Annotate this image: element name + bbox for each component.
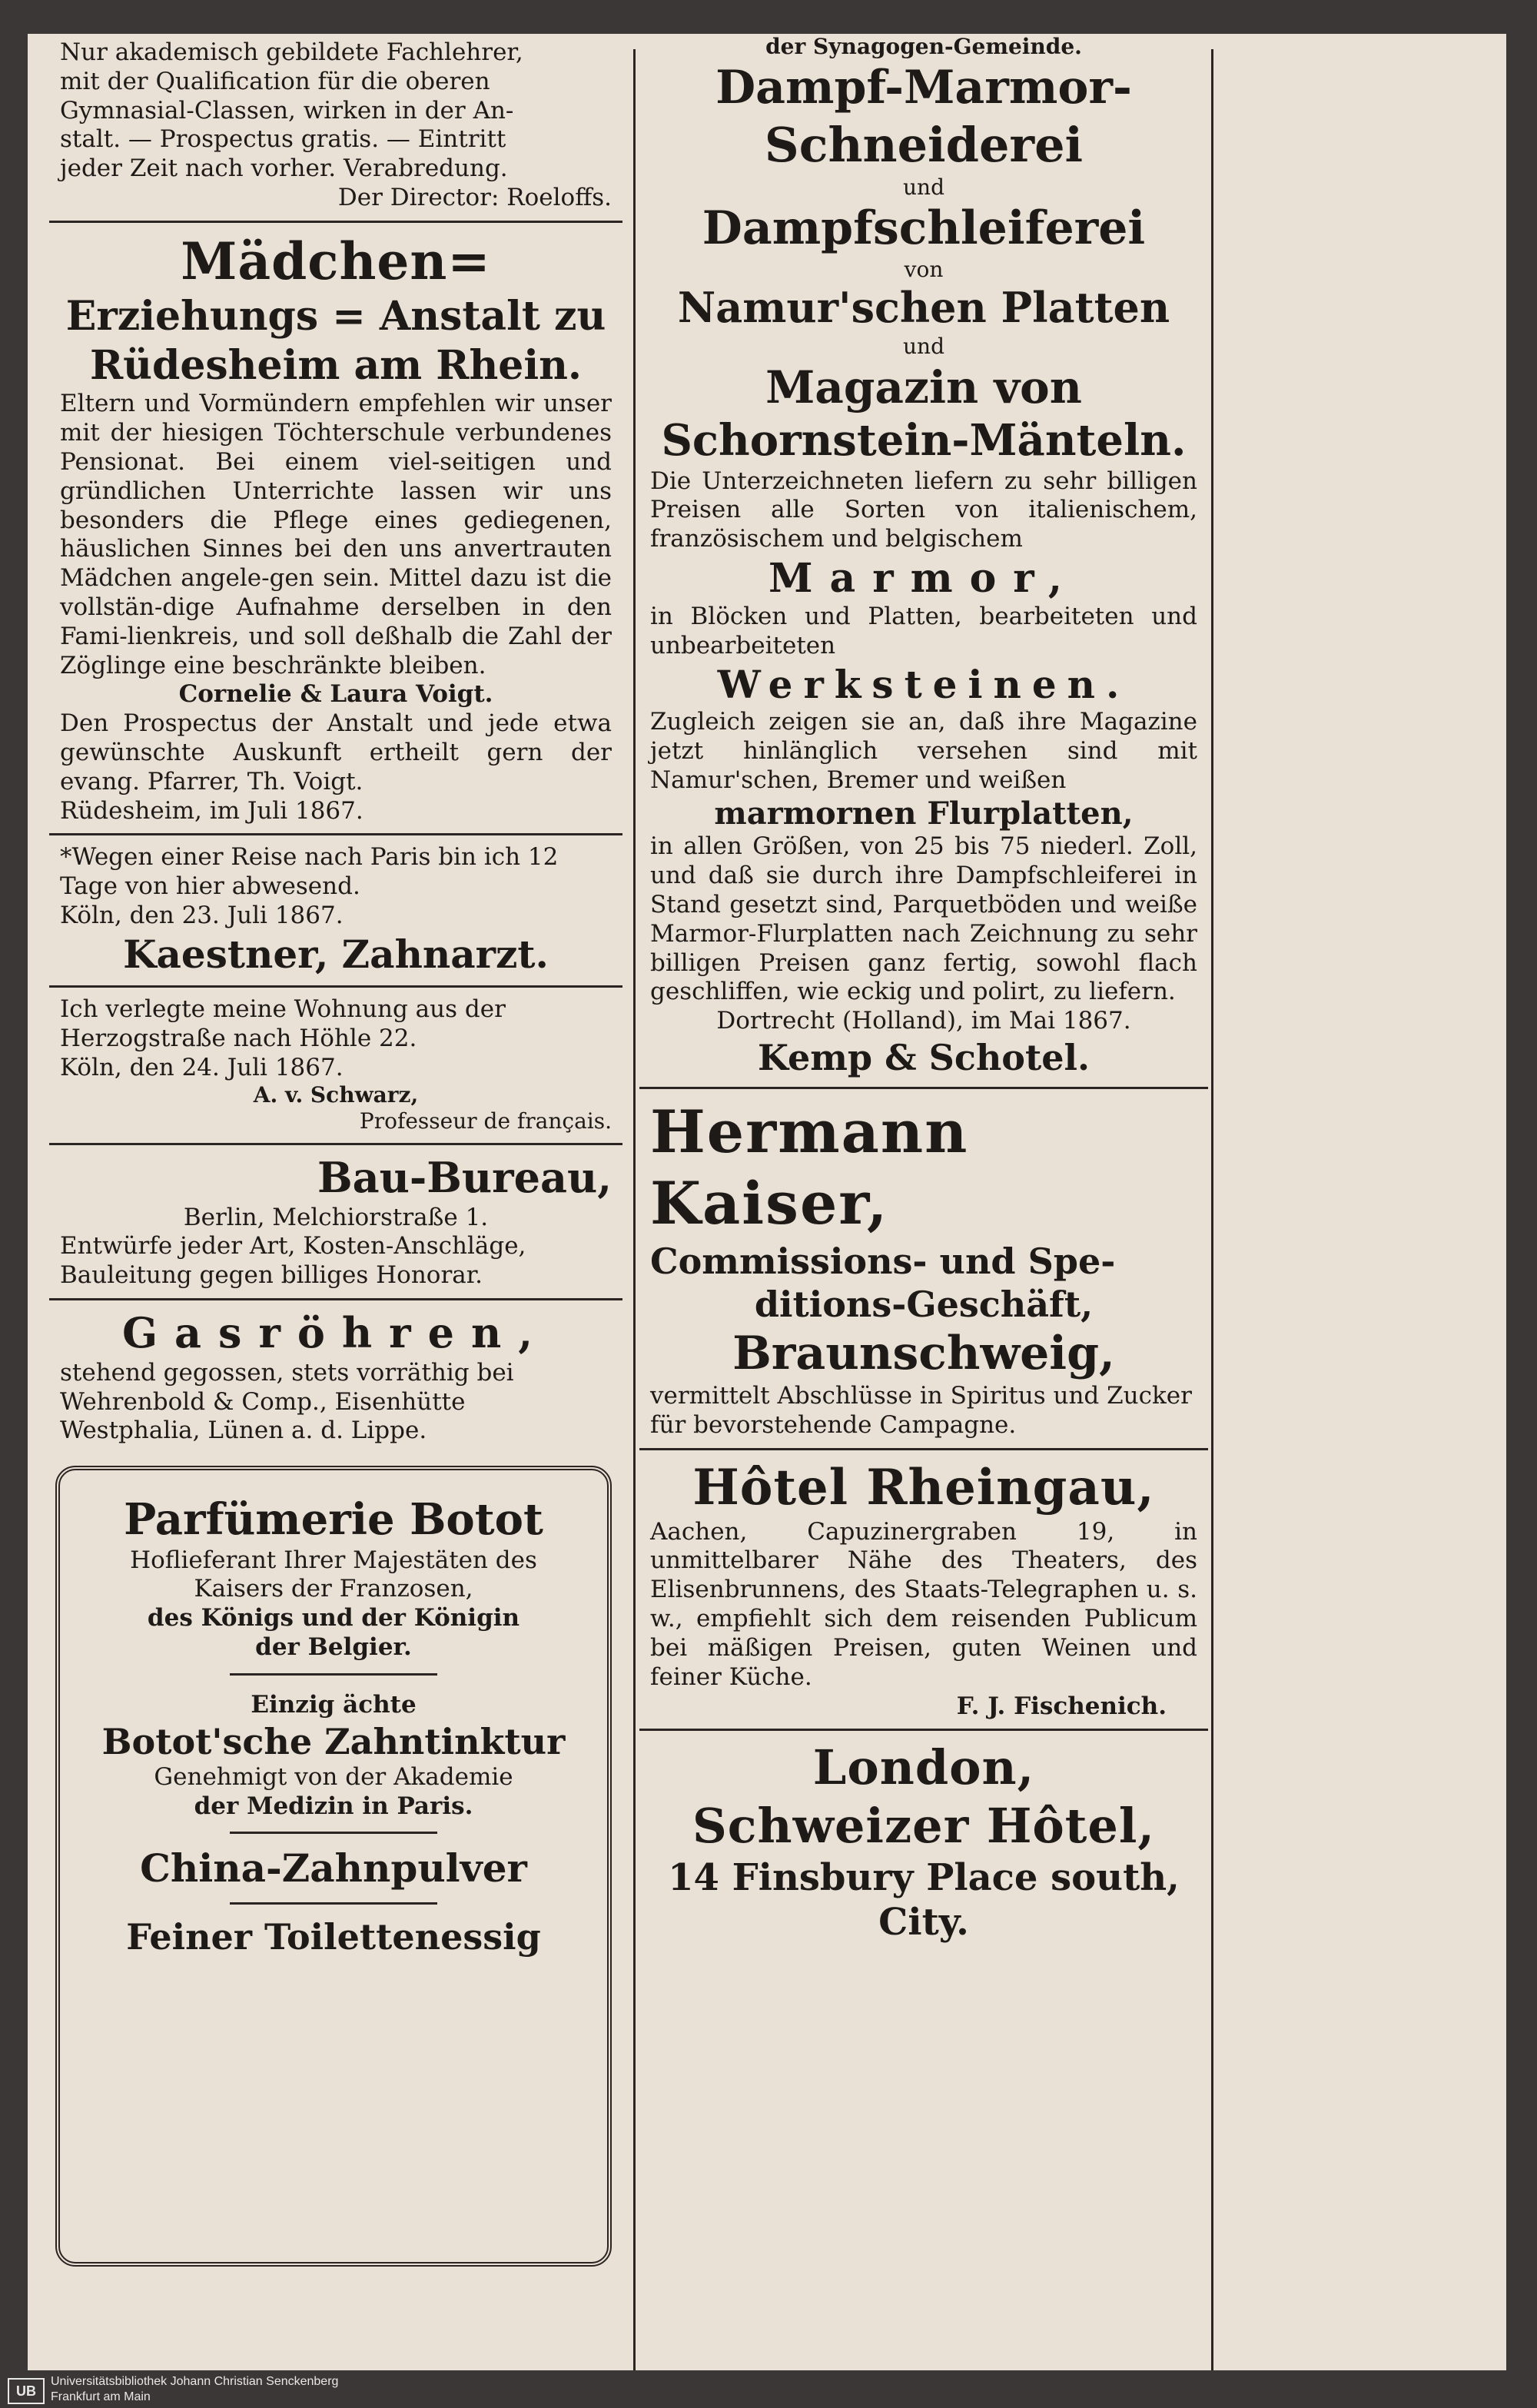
marmor-title: Magazin von [765, 360, 1082, 414]
botot-title: Parfümerie Botot [124, 1494, 543, 1546]
kaiser-name: Hermann Kaiser, [650, 1098, 969, 1237]
library-footer [0, 2370, 1537, 2408]
marmor-place-date: Dortrecht (Holland), im Mai 1867. [716, 1007, 1131, 1035]
kaiser-ad [639, 1097, 1208, 1440]
marmor-connector: von [904, 257, 944, 283]
divider [49, 833, 622, 835]
kaestner-body: *Wegen einer Reise nach Paris bin ich 12 Tage von hier abwesend. [60, 843, 559, 901]
school-ad [49, 34, 622, 213]
right-column [639, 34, 1208, 2370]
maedchen-body: Eltern und Vormündern empfehlen wir unser mit der hiesigen Töchterschule verbundenes Pensionat. Bei einem viel-seitigen und gründlichen Unterrichte lassen wir uns besonders die Pflege eines gediegenen, häuslichen Sinnes bei den uns anvertrauten Mädchen angele-gen sein. Mittel dazu ist die vollstän-dige Aufnahme derselben in den Fami-lienkreis, und soll deßhalb die Zahl der Zöglinge eine beschränkte bleiben. [60, 390, 612, 679]
botot-ad [55, 1466, 612, 2267]
schwarz-body: Ich verlegte meine Wohnung aus der Herzogstraße nach Höhle 22. [60, 995, 506, 1052]
divider [230, 1673, 437, 1676]
school-line: Gymnasial-Classen, wirken in der An- [60, 96, 514, 125]
bau-ad [49, 1153, 622, 1290]
maedchen-title: Erziehungs = Anstalt zu [65, 293, 606, 340]
marmor-ad [639, 60, 1208, 1079]
botot-product: Botot'sche Zahntinktur [101, 1720, 566, 1762]
schwarz-title: Professeur de français. [359, 1108, 612, 1134]
botot-line: der Belgier. [255, 1633, 412, 1662]
botot-line: Kaisers der Franzosen, [194, 1575, 473, 1603]
london-district: City. [878, 1901, 969, 1945]
bau-title: Bau-Bureau, [317, 1152, 612, 1202]
bau-body: Entwürfe jeder Art, Kosten-Anschläge, Bauleitung gegen billiges Honorar. [60, 1232, 526, 1290]
maedchen-place-date: Rüdesheim, im Juli 1867. [60, 796, 364, 825]
kaiser-sub: Commissions- und Spe- [650, 1240, 1116, 1282]
library-name: Universitätsbibliothek Johann Christian Senckenberg [51, 2375, 339, 2388]
botot-line: des Königs und der Königin [147, 1604, 520, 1632]
flur-word: marmornen Flurplatten, [714, 795, 1134, 832]
divider [49, 221, 622, 223]
marmor-title: Schornstein-Mänteln. [661, 415, 1187, 467]
london-city: London, [812, 1739, 1035, 1796]
marmor-connector: und [903, 334, 944, 360]
newspaper-page [28, 34, 1506, 2370]
marmor-title: Namur'schen Platten [677, 283, 1170, 333]
botot-approval: der Medizin in Paris. [194, 1792, 473, 1820]
divider [639, 1087, 1208, 1089]
library-logo: UB [8, 2378, 45, 2404]
school-line: jeder Zeit nach vorher. Verabredung. [60, 154, 508, 183]
kaestner-ad [49, 843, 622, 977]
marmor-firm: Kemp & Schotel. [758, 1036, 1090, 1078]
maedchen-signers: Cornelie & Laura Voigt. [178, 680, 493, 709]
rheingau-ad [639, 1458, 1208, 1722]
divider [639, 1448, 1208, 1450]
divider [230, 1832, 437, 1834]
rheingau-owner: F. J. Fischenich. [956, 1692, 1167, 1720]
botot-approval: Genehmigt von der Akademie [154, 1762, 513, 1791]
column-rule [633, 49, 636, 2370]
kaiser-sub: ditions-Geschäft, [754, 1283, 1094, 1325]
marmor-body: Zugleich zeigen sie an, daß ihre Magazine jetzt hinlänglich versehen sind mit Namur'schen, Bremer und weißen [650, 708, 1197, 794]
schwarz-name: A. v. Schwarz, [253, 1082, 419, 1108]
gas-ad [49, 1308, 622, 1446]
werk-word: Werksteinen. [717, 662, 1130, 708]
kaestner-place-date: Köln, den 23. Juli 1867. [60, 902, 344, 930]
library-city: Frankfurt am Main [51, 2390, 151, 2403]
bau-address: Berlin, Melchiorstraße 1. [183, 1203, 489, 1231]
marmor-connector: und [903, 174, 944, 200]
botot-product: China-Zahnpulver [140, 1845, 527, 1892]
kaestner-name: Kaestner, Zahnarzt. [123, 931, 549, 977]
gas-title: Gasröhren, [121, 1307, 550, 1357]
kaiser-body: vermittelt Abschlüsse in Spiritus und Zucker für bevorstehende Campagne. [650, 1381, 1192, 1439]
london-address: 14 Finsbury Place south, [668, 1855, 1180, 1899]
divider [230, 1902, 437, 1905]
marmor-body: in Blöcken und Platten, bearbeiteten und unbearbeiteten [650, 603, 1197, 660]
divider [49, 1143, 622, 1145]
maedchen-title: Rüdesheim am Rhein. [89, 341, 583, 389]
divider [49, 1298, 622, 1300]
schwarz-place-date: Köln, den 24. Juli 1867. [60, 1053, 344, 1081]
rheingau-body: Aachen, Capuzinergraben 19, in unmittelbarer Nähe des Theaters, des Elisenbrunnens, des Staats-Telegraphen u. s. w., empfiehlt sich dem reisenden Publicum bei mäßigen Preisen, guten Weinen und feiner Küche. [650, 1517, 1197, 1691]
botot-product: Feiner Toilettenessig [126, 1916, 541, 1958]
kaiser-city: Braunschweig, [732, 1326, 1115, 1380]
marmor-title: Dampfschleiferei [702, 201, 1146, 256]
gas-body: stehend gegossen, stets vorräthig bei Wehrenbold & Comp., Eisenhütte Westphalia, Lünen a. d. Lippe. [60, 1358, 514, 1445]
school-line: mit der Qualification für die oberen [60, 67, 490, 95]
botot-einzig: Einzig ächte [251, 1690, 417, 1719]
maedchen-title: Mädchen= [181, 231, 491, 291]
school-line: stalt. — Prospectus gratis. — Eintritt [60, 125, 506, 154]
divider [639, 1729, 1208, 1731]
school-signature: Der Director: Roeloffs. [337, 184, 612, 212]
schwarz-ad [49, 995, 622, 1135]
marmor-word: Marmor, [768, 555, 1080, 602]
right-edge-rule [1211, 49, 1213, 2370]
maedchen-ad [49, 231, 622, 826]
divider [49, 985, 622, 988]
left-column [49, 34, 622, 2370]
botot-line: Hoflieferant Ihrer Majestäten des [130, 1546, 537, 1574]
marmor-body: in allen Größen, von 25 bis 75 niederl. Zoll, und daß sie durch ihre Dampfschleiferei in Stand gesetzt sind, Parquetböden und weiße Marmor-Flurplatten nach Zeichnung zu sehr billigen Preisen ganz fertig, sowohl flach geschliffen, wie eckig und polirt, zu liefern. [650, 832, 1197, 1006]
marmor-title: Schneiderei [764, 117, 1084, 174]
marmor-body: Die Unterzeichneten liefern zu sehr billigen Preisen alle Sorten von italienischem, französischem und belgischem [650, 467, 1197, 553]
right-header: der Synagogen-Gemeinde. [765, 34, 1082, 59]
london-ad [639, 1739, 1208, 1945]
maedchen-prospectus: Den Prospectus der Anstalt und jede etwa gewünschte Auskunft ertheilt gern der evang. Pfarrer, Th. Voigt. [60, 709, 612, 795]
london-hotel: Schweizer Hôtel, [692, 1797, 1156, 1854]
marmor-title: Dampf-Marmor- [715, 61, 1132, 115]
school-line: Nur akademisch gebildete Fachlehrer, [60, 38, 523, 66]
rheingau-title: Hôtel Rheingau, [692, 1458, 1155, 1516]
